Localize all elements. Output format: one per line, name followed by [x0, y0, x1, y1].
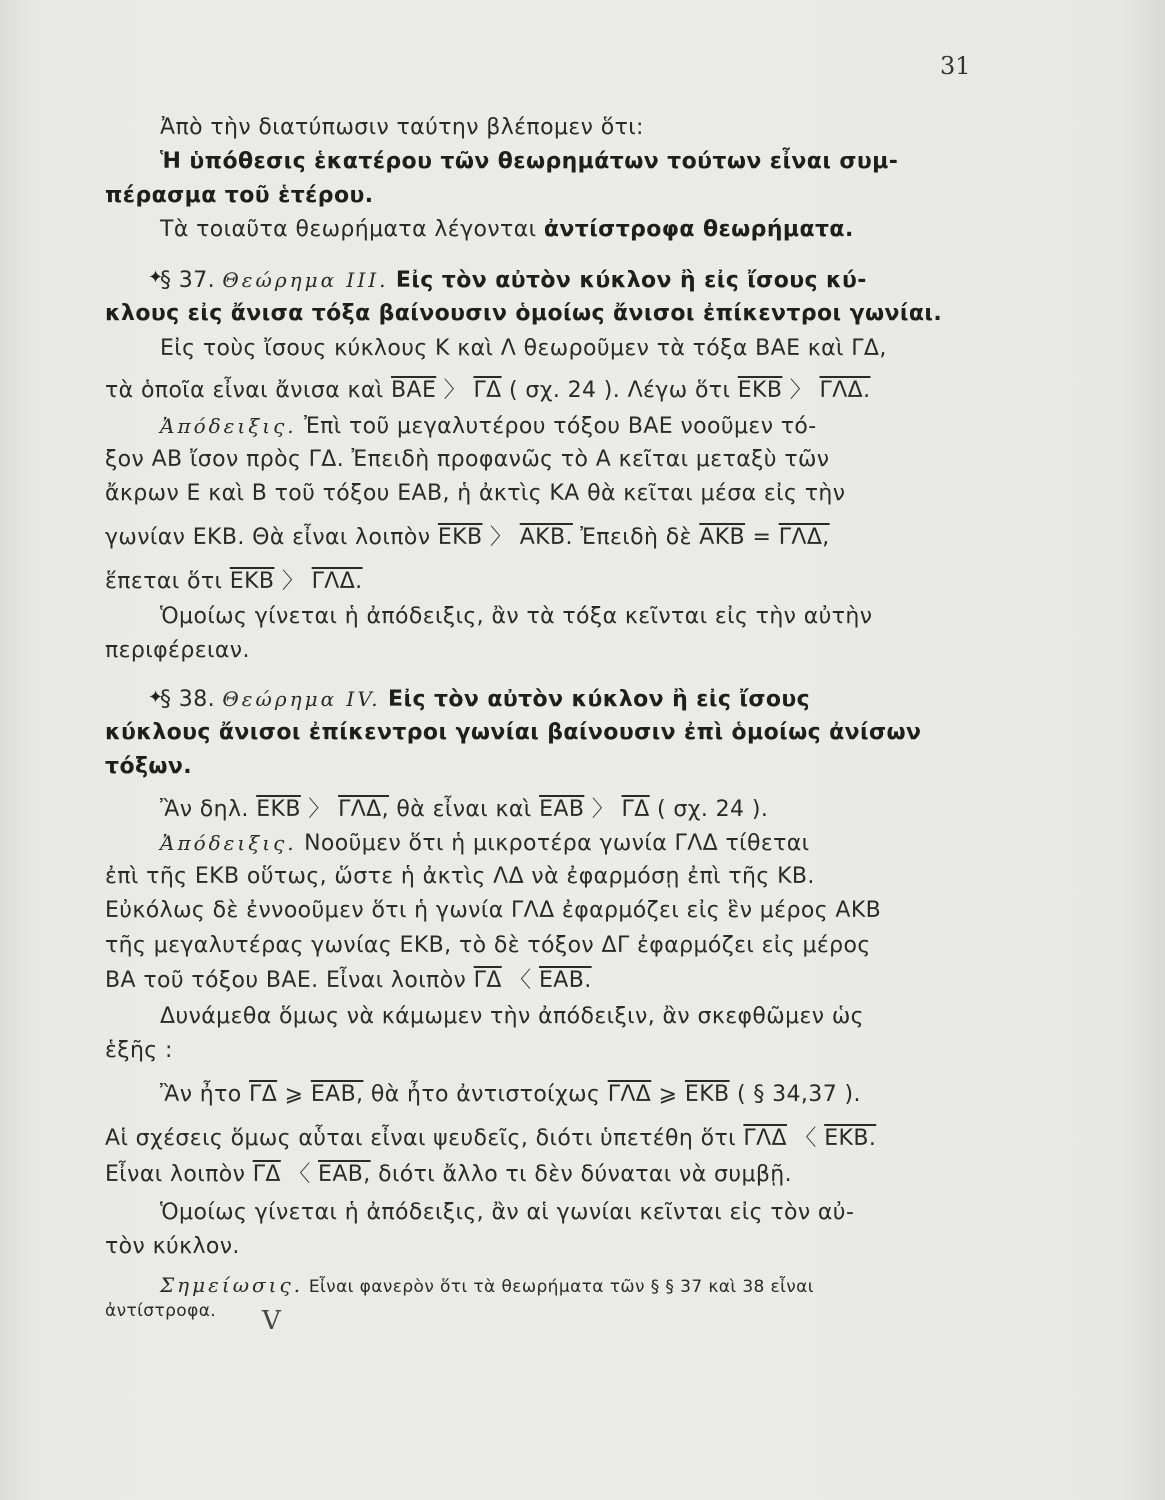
- text-span: γωνίαν ΕΚΒ. Θὰ εἶναι λοιπὸν: [105, 525, 431, 550]
- text-line: τῆς μεγαλυτέρας γωνίας ΕΚΒ, τὸ δὲ τόξον ΔΓ ἐφαρμόζει εἰς μέρος: [105, 933, 871, 958]
- text-line: [105, 376, 975, 406]
- note-line: ἀντίστροφα.: [105, 1301, 217, 1321]
- handwritten-check-mark: V: [262, 1306, 281, 1336]
- relation-symbol: 〉: [308, 797, 331, 822]
- arc-expression: ΑΚΒ.: [519, 525, 573, 550]
- arc-expression: $\overline{\Gamma\Lambda\Delta}$: [743, 1126, 787, 1151]
- text-span: Ἐπὶ τοῦ μεγαλυτέρου τόξου ΒΑΕ νοοῦμεν τό-: [304, 414, 817, 439]
- relation-symbol: 〉: [281, 569, 305, 594]
- text-line: ξον ΑΒ ἴσον πρὸς ΓΔ. Ἐπειδὴ προφανῶς τὸ Α κεῖται μεταξὺ τῶν: [105, 447, 830, 472]
- arc-expression: ΕΑΒ,: [318, 1162, 371, 1187]
- text-line: [160, 795, 975, 825]
- text-span: ΒΑ τοῦ τόξου ΒΑΕ. Εἶναι λοιπὸν: [105, 968, 467, 993]
- text-span: ( σχ. 24 ). Λέγω ὅτι: [509, 378, 731, 403]
- note-label: Σημείωσις.: [160, 1273, 304, 1297]
- text-line: [105, 567, 975, 597]
- text-span: Τὰ τοιαῦτα θεωρήματα λέγονται: [160, 217, 537, 242]
- arc-expression: $\overline{AKB}$: [699, 525, 746, 550]
- text-line: Δυνάμεθα ὅμως νὰ κάμωμεν τὴν ἀπόδειξιν, ἂν σκεφθῶμεν ὡς: [160, 1004, 864, 1029]
- relation-symbol: 〉: [489, 525, 513, 550]
- arc-expression: ΓΛΔ.: [819, 378, 871, 403]
- relation-symbol: 〉: [591, 797, 615, 822]
- arc-expression: ΓΛΔ.: [311, 569, 363, 594]
- text-line: Ὁμοίως γίνεται ἡ ἀπόδειξις, ἂν αἱ γωνίαι κεῖνται εἰς τὸν αὐ-: [160, 1200, 855, 1225]
- text-span: Ἂν ἦτο: [160, 1082, 242, 1107]
- arc-expression: $\overline{\Gamma\Delta}$: [249, 1082, 278, 1107]
- text-span: Ἀπόδειξις.: [160, 831, 297, 855]
- text-line: [105, 966, 975, 996]
- arc-expression: $\overline{EKB}$: [229, 569, 275, 594]
- text-span: Αἱ σχέσεις ὅμως αὗται εἶναι ψευδεῖς, διότι ὑπετέθη ὅτι: [105, 1126, 737, 1151]
- text-span: Εἰς τὸν αὐτὸν κύκλον ἢ εἰς ἴσους: [388, 687, 811, 712]
- arc-expression: $\overline{\Gamma\Lambda\Delta}$: [607, 1082, 652, 1107]
- text-span: ἕπεται ὅτι: [105, 569, 223, 594]
- text-line: Εὐκόλως δὲ ἐννοοῦμεν ὅτι ἡ γωνία ΓΛΔ ἐφαρμόζει εἰς ἓν μέρος ΑΚΒ: [105, 898, 882, 923]
- text-span: ( § 34,37 ).: [736, 1082, 861, 1107]
- text-span: διότι ἄλλο τι δὲν δύναται νὰ συμβῇ.: [378, 1162, 793, 1187]
- text-line: τὸν κύκλον.: [105, 1234, 240, 1259]
- arc-expression: ΓΛΔ,: [338, 797, 390, 822]
- arc-expression: ΓΛΔ,: [778, 525, 830, 550]
- text-line: [105, 523, 975, 553]
- arc-expression: $\overline{\Gamma\Delta}$: [252, 1162, 281, 1187]
- text-line: [105, 1124, 975, 1154]
- arc-expression: $\overline{\Gamma\Delta}$: [473, 968, 502, 993]
- text-line: ἐπὶ τῆς ΕΚΒ οὕτως, ὥστε ἡ ἀκτὶς ΛΔ νὰ ἐφαρμόσῃ ἐπὶ τῆς ΚΒ.: [105, 864, 815, 889]
- text-line: ἄκρων Ε καὶ Β τοῦ τόξου ΕΑΒ, ἡ ἀκτὶς ΚΑ θὰ κεῖται μέσα εἰς τὴν: [105, 481, 846, 506]
- text-line: πέρασμα τοῦ ἑτέρου.: [105, 183, 374, 208]
- text-line: [160, 411, 975, 442]
- text-line: Ἀπὸ τὴν διατύπωσιν ταύτην βλέπομεν ὅτι:: [160, 115, 644, 140]
- text-span: ( σχ. 24 ).: [657, 797, 769, 822]
- text-span: Ἀπόδειξις.: [160, 414, 297, 438]
- text-span: Θεώρημα III.: [222, 268, 389, 292]
- relation-symbol: ⩾: [658, 1082, 678, 1107]
- arc-expression: $\overline{\Gamma\Delta}$: [473, 378, 502, 403]
- text-span: § 37.: [160, 268, 215, 293]
- arc-expression: $\overline{BAE}$: [391, 378, 437, 403]
- pin-marker-icon: ✦: [148, 267, 164, 288]
- text-line: ἑξῆς :: [105, 1038, 173, 1063]
- text-line: [160, 215, 975, 245]
- text-line: [160, 265, 975, 296]
- arc-expression: $\overline{EKB}$: [437, 525, 483, 550]
- text-line: τόξων.: [105, 754, 193, 779]
- relation-symbol: 〈: [288, 1162, 311, 1187]
- text-line: κύκλους ἄνισοι ἐπίκεντροι γωνίαι βαίνουσιν ἐπὶ ὁμοίως ἀνίσων: [105, 720, 922, 745]
- text-line: [160, 684, 975, 715]
- text-line: Εἰς τοὺς ἴσους κύκλους Κ καὶ Λ θεωροῦμεν τὰ τόξα ΒΑΕ καὶ ΓΔ,: [160, 336, 887, 361]
- arc-expression: $\overline{EAB}$: [539, 797, 585, 822]
- text-line: [105, 1160, 975, 1190]
- text-span: Εἶναι λοιπὸν: [105, 1162, 246, 1187]
- arc-expression: $\overline{\Gamma\Delta}$: [621, 797, 650, 822]
- arc-expression: $\overline{EKB}$: [684, 1082, 730, 1107]
- text-line: [160, 1080, 975, 1110]
- text-span: θὰ εἶναι καὶ: [396, 797, 532, 822]
- text-span: Ἂν δηλ.: [160, 797, 249, 822]
- arc-expression: ΕΑΒ.: [538, 968, 592, 993]
- arc-expression: ΕΚΒ.: [824, 1126, 877, 1151]
- text-span: Ἐπειδὴ δὲ: [580, 525, 692, 550]
- arc-expression: $\overline{EKB}$: [737, 378, 783, 403]
- text-span: τὰ ὁποῖα εἶναι ἄνισα καὶ: [105, 378, 384, 403]
- pin-marker-icon: ✦: [148, 687, 164, 708]
- relation-symbol: ⩾: [284, 1082, 304, 1107]
- text-line: κλους εἰς ἄνισα τόξα βαίνουσιν ὁμοίως ἄνισοι ἐπίκεντροι γωνίαι.: [105, 301, 943, 326]
- text-span: Θεώρημα IV.: [222, 687, 381, 711]
- relation-symbol: 〈: [794, 1126, 817, 1151]
- relation-symbol: 〉: [443, 378, 467, 403]
- page-number: 31: [940, 52, 971, 80]
- relation-symbol: 〈: [509, 968, 532, 993]
- arc-expression: $\overline{EKB}$: [256, 797, 301, 822]
- note-line: [160, 1273, 975, 1299]
- text-span: ἀντίστροφα θεωρήματα.: [543, 217, 854, 242]
- text-line: [160, 828, 975, 859]
- text-span: θὰ ἦτο ἀντιστοίχως: [370, 1082, 601, 1107]
- text-line: Ὁμοίως γίνεται ἡ ἀπόδειξις, ἂν τὰ τόξα κεῖνται εἰς τὴν αὐτὴν: [160, 604, 873, 629]
- text-line: περιφέρειαν.: [105, 638, 250, 663]
- relation-symbol: =: [752, 525, 772, 550]
- arc-expression: ΕΑΒ,: [310, 1082, 364, 1107]
- relation-symbol: 〉: [789, 378, 813, 403]
- text-span: Εἰς τὸν αὐτὸν κύκλον ἢ εἰς ἴσους κύ-: [395, 268, 867, 293]
- text-line: Ἡ ὑπόθεσις ἑκατέρου τῶν θεωρημάτων τούτων εἶναι συμ-: [160, 149, 899, 174]
- text-span: Νοοῦμεν ὅτι ἡ μικροτέρα γωνία ΓΛΔ τίθεται: [304, 831, 810, 856]
- text-span: Εἶναι φανερὸν ὅτι τὰ θεωρήματα τῶν § § 37 καὶ 38 εἶναι: [308, 1277, 814, 1297]
- text-span: § 38.: [160, 687, 215, 712]
